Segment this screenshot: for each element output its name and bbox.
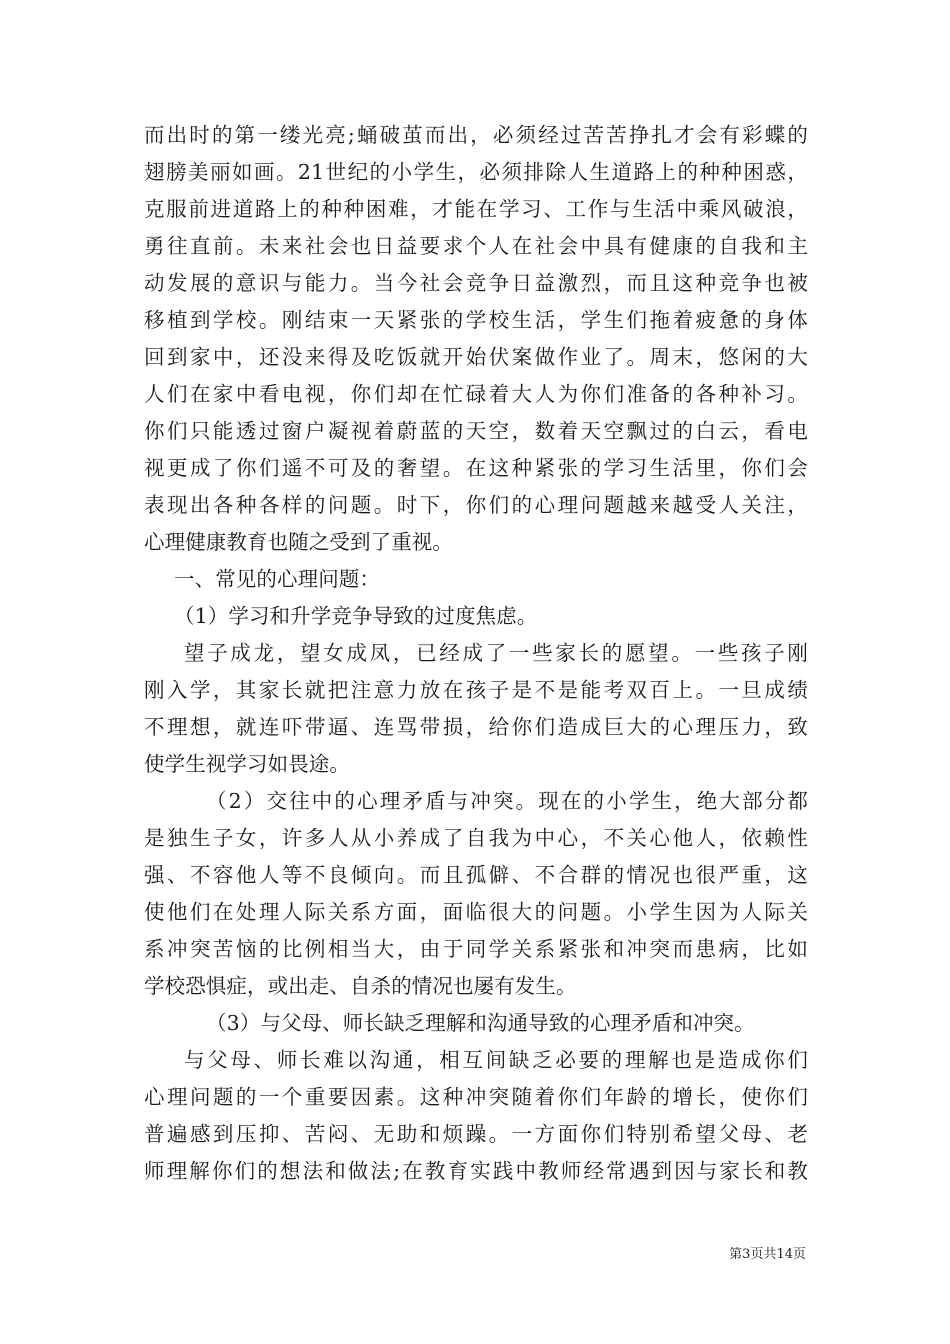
text-line: 心理健康教育也随之受到了重视。 [144,530,453,554]
text-line: 望子成龙，望女成凤，已经成了一些家长的愿望。一些孩子刚 [184,641,808,665]
text-line: 回到家中，还没来得及吃饭就开始伏案做作业了。周末，悠闲的大 [144,345,808,369]
text-line: 而出时的第一缕光亮;蛹破茧而出，必须经过苦苦挣扎才会有彩蝶的 [144,123,808,147]
text-line: 不理想，就连吓带逼、连骂带损，给你们造成巨大的心理压力，致 [144,715,808,739]
text-line: （1）学习和升学竞争导致的过度焦虑。 [174,604,538,628]
text-line: 一、常见的心理问题： [174,567,380,591]
text-line: 克服前进道路上的种种困难，才能在学习、工作与生活中乘风破浪， [144,197,808,221]
document-body [144,117,808,1190]
text-line: 心理问题的一个重要因素。这种冲突随着你们年龄的增长，使你们 [144,1085,808,1109]
text-line: 勇往直前。未来社会也日益要求个人在社会中具有健康的自我和主 [144,234,808,258]
text-line: 人们在家中看电视，你们却在忙碌着大人为你们准备的各种补习。 [144,382,808,406]
text-line: 翅膀美丽如画。21世纪的小学生，必须排除人生道路上的种种困惑， [144,160,808,184]
text-line: 强、不容他人等不良倾向。而且孤僻、不合群的情况也很严重，这 [144,863,808,887]
text-line: 你们只能透过窗户凝视着蔚蓝的天空，数着天空飘过的白云，看电 [144,419,808,443]
page-number-footer: 第3页共14页 [729,1247,806,1262]
text-line: 使他们在处理人际关系方面，面临很大的问题。小学生因为人际关 [144,900,808,924]
text-line: 学校恐惧症，或出走、自杀的情况也屡有发生。 [144,974,577,998]
text-line: 表现出各种各样的问题。时下，你们的心理问题越来越受人关注， [144,493,808,517]
text-line: 移植到学校。刚结束一天紧张的学校生活，学生们拖着疲惫的身体 [144,308,808,332]
text-line: 系冲突苦恼的比例相当大，由于同学关系紧张和冲突而患病，比如 [144,937,808,961]
text-line: 普遍感到压抑、苦闷、无助和烦躁。一方面你们特别希望父母、老 [144,1122,808,1146]
text-line: 视更成了你们遥不可及的奢望。在这种紧张的学习生活里，你们会 [144,456,808,480]
text-line: 使学生视学习如畏途。 [144,752,350,776]
text-line: （3）与父母、师长缺乏理解和沟通导致的心理矛盾和冲突。 [206,1011,755,1035]
text-line: 是独生子女，许多人从小养成了自我为中心，不关心他人，依赖性 [144,826,808,850]
text-line: 刚入学，其家长就把注意力放在孩子是不是能考双百上。一旦成绩 [144,678,808,702]
text-line: 与父母、师长难以沟通，相互间缺乏必要的理解也是造成你们 [184,1048,808,1072]
text-line: 师理解你们的想法和做法;在教育实践中教师经常遇到因与家长和教 [144,1159,808,1183]
text-line: （2）交往中的心理矛盾与冲突。现在的小学生，绝大部分都 [206,789,808,813]
text-line: 动发展的意识与能力。当今社会竞争日益激烈，而且这种竞争也被 [144,271,808,295]
